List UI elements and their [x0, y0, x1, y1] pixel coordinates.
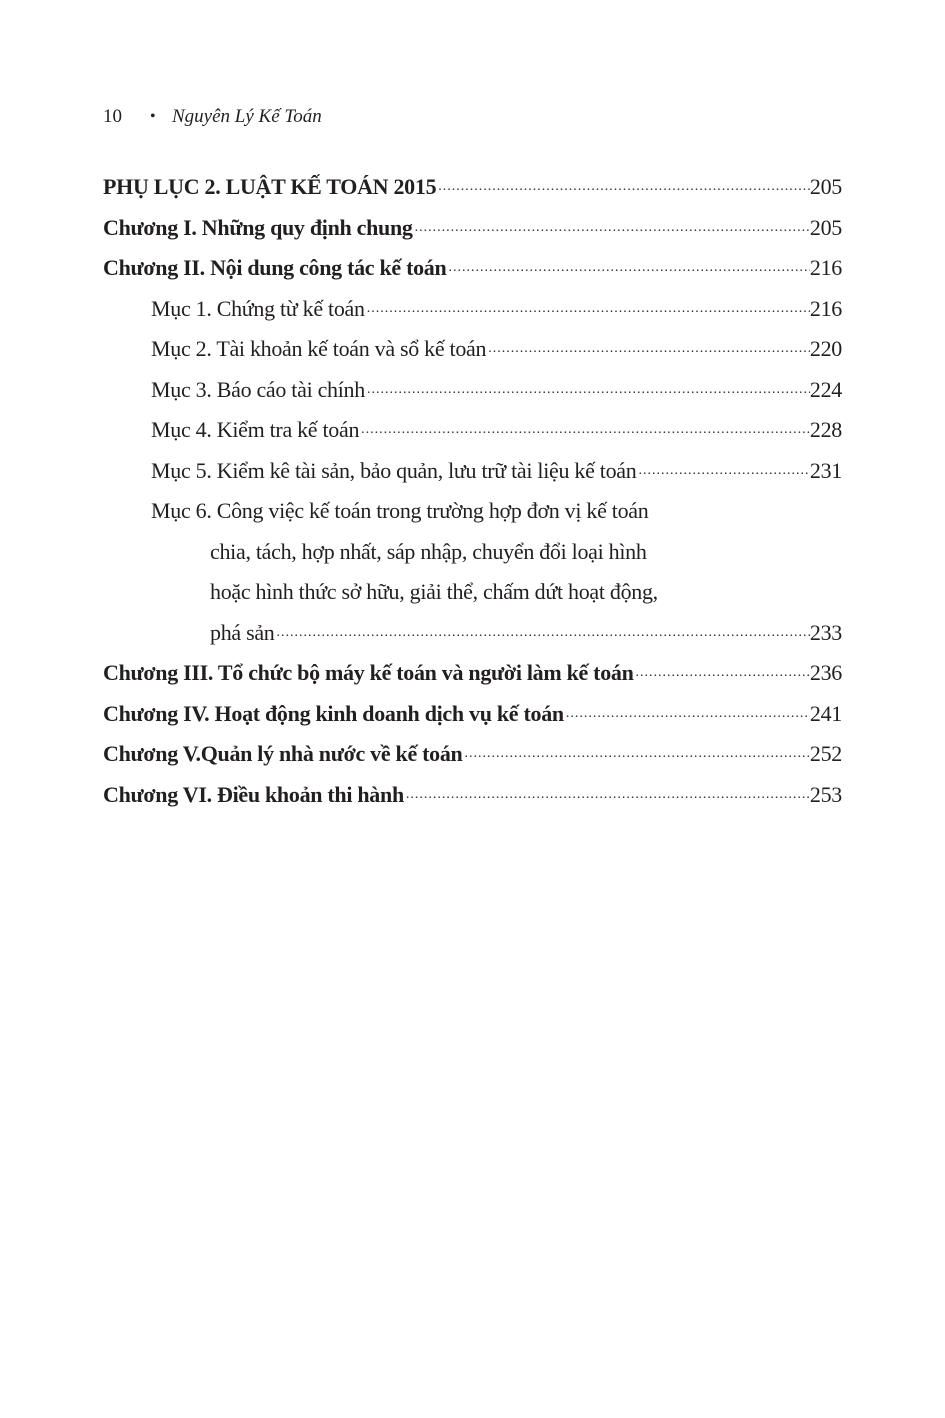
toc-entry-chapter-3[interactable] [103, 653, 842, 694]
running-header [103, 106, 322, 128]
toc-entry-chapter-4[interactable] [103, 694, 842, 735]
toc-entry-label: Chương VI. Điều khoản thi hành [103, 781, 404, 807]
dot-leader [365, 370, 810, 411]
dot-leader [634, 653, 810, 694]
toc-entry-page: 205 [809, 174, 842, 199]
toc-entry-chapter-1[interactable] [103, 208, 842, 249]
toc-entry-page: 236 [809, 660, 842, 685]
toc-entry-page: 252 [809, 741, 842, 766]
book-title: Nguyên Lý Kế Toán [172, 106, 322, 127]
dot-leader [359, 410, 810, 451]
dot-leader [446, 248, 809, 289]
toc-entry-label: Mục 4. Kiểm tra kế toán [151, 417, 360, 442]
toc-entry-page: 228 [809, 417, 842, 442]
toc-entry-label: Chương I. Những quy định chung [103, 214, 413, 240]
toc-entry-label: Mục 5. Kiểm kê tài sản, bảo quản, lưu trữ tài liệu kế toán [151, 457, 637, 483]
dot-leader [413, 208, 810, 249]
dot-leader [404, 775, 810, 816]
toc-entry-label: PHỤ LỤC 2. LUẬT KẾ TOÁN 2015 [103, 174, 437, 199]
toc-entry-label-line: chia, tách, hợp nhất, sáp nhập, chuyển đổi loại hình [210, 538, 647, 564]
toc-entry-chapter-2[interactable] [103, 248, 842, 289]
toc-entry-label: Chương II. Nội dung công tác kế toán [103, 255, 447, 280]
toc-entry-chapter-6[interactable] [103, 775, 842, 816]
toc-entry-label: Mục 3. Báo cáo tài chính [151, 376, 365, 402]
toc-entry-section-2[interactable] [103, 329, 842, 370]
table-of-contents [103, 167, 842, 815]
toc-entry-label-line: hoặc hình thức sở hữu, giải thể, chấm dứt hoạt động, [210, 579, 658, 604]
toc-entry-page: 216 [809, 255, 842, 280]
dot-leader [486, 329, 810, 370]
toc-entry-chapter-5[interactable] [103, 734, 842, 775]
toc-entry-section-6[interactable] [103, 491, 842, 653]
toc-entry-page: 231 [809, 457, 842, 483]
dot-leader [462, 734, 809, 775]
toc-entry-page: 220 [809, 336, 842, 361]
toc-entry-section-3[interactable] [103, 370, 842, 411]
toc-entry-page: 241 [809, 700, 842, 726]
toc-entry-section-1[interactable] [103, 289, 842, 330]
dot-leader [365, 289, 810, 330]
toc-entry-page: 205 [809, 214, 842, 240]
toc-entry-page: 224 [809, 376, 842, 402]
toc-entry-label: Mục 2. Tài khoản kế toán và sổ kế toán [151, 336, 487, 361]
page-number: 10 [103, 106, 122, 127]
toc-entry-label: Chương IV. Hoạt động kinh doanh dịch vụ kế toán [103, 700, 564, 726]
dot-leader [436, 167, 810, 208]
dot-leader [275, 613, 810, 654]
toc-entry-label: Chương V.Quản lý nhà nước về kế toán [103, 741, 463, 766]
dot-leader [636, 451, 809, 492]
toc-entry-label: Chương III. Tổ chức bộ máy kế toán và người làm kế toán [103, 660, 634, 685]
toc-entry-label-line: phá sản [210, 619, 275, 645]
toc-entry-appendix-2[interactable] [103, 167, 842, 208]
toc-entry-label: Mục 1. Chứng từ kế toán [151, 295, 365, 321]
toc-entry-page: 253 [809, 781, 842, 807]
separator-bullet: • [150, 108, 156, 125]
toc-entry-page: 216 [809, 295, 842, 321]
dot-leader [564, 694, 810, 735]
toc-entry-section-4[interactable] [103, 410, 842, 451]
toc-entry-section-5[interactable] [103, 451, 842, 492]
toc-entry-label-line: Mục 6. Công việc kế toán trong trường hợp đơn vị kế toán [151, 498, 649, 523]
toc-entry-page: 233 [809, 619, 842, 645]
